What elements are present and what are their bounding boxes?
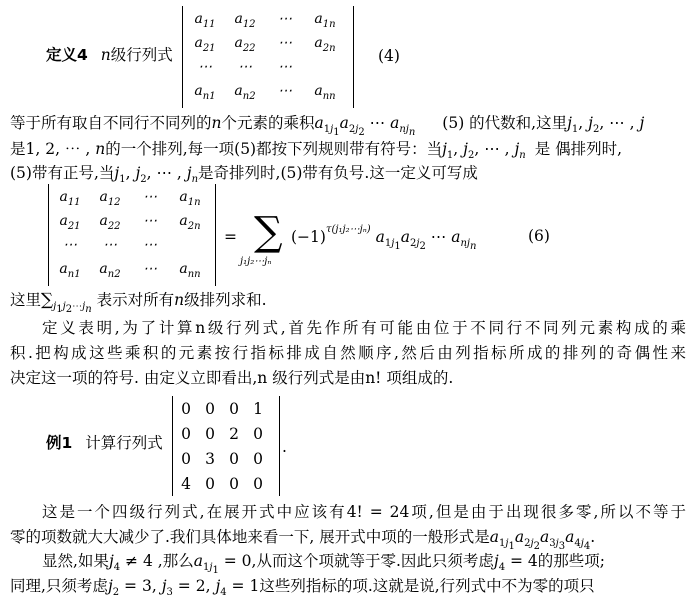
matrix-cell: ⋯ — [103, 237, 117, 253]
matrix-cell: 4 — [181, 475, 191, 493]
matrix-cell: ⋯ — [278, 35, 292, 51]
def4-eqno: (4) — [378, 47, 400, 65]
matrix-cell: 0 — [181, 425, 191, 443]
eq6-equals: = — [224, 228, 237, 246]
matrix-cell: 1 — [253, 400, 263, 418]
matrix-cell: $a_{n1}$ — [59, 261, 81, 280]
matrix-cell: $a_{21}$ — [194, 35, 216, 54]
eq6-eqno: (6) — [528, 227, 550, 245]
para3-line1: 这是一个四级行列式,在展开式中应该有4! = 24项,但是由于出现很多零,所以不等于 — [42, 503, 686, 521]
matrix-cell: 0 — [205, 425, 215, 443]
def4-label: 定义4 — [46, 46, 88, 64]
matrix-cell: $a_{12}$ — [99, 189, 121, 208]
matrix-cell: 2 — [229, 425, 239, 443]
matrix-cell: 0 — [253, 475, 263, 493]
example1-period: . — [282, 438, 287, 456]
matrix-cell: $a_{2n}$ — [179, 213, 201, 232]
matrix-cell: $a_{n2}$ — [99, 261, 121, 280]
matrix-cell: $a_{n1}$ — [194, 83, 216, 102]
eq6-sum-sign: ∑ — [254, 209, 283, 255]
matrix-cell: $a_{22}$ — [99, 213, 121, 232]
matrix-cell: $a_{22}$ — [234, 35, 256, 54]
matrix-cell: 3 — [205, 450, 215, 468]
matrix-cell: 0 — [253, 425, 263, 443]
para2-line1: 定义表明,为了计算n级行列式,首先作所有可能由位于不同行不同列元素构成的乘 — [42, 319, 686, 337]
matrix-cell: $a_{nn}$ — [179, 261, 201, 280]
matrix-cell: ⋯ — [143, 237, 157, 253]
para1-line2: 是1, 2, ⋯ , n的一个排列,每一项(5)都按下列规则带有符号：当$j_1$, $j_2$, ⋯ , $j_n$ 是 偶排列时, — [10, 140, 623, 162]
matrix-cell: ⋯ — [278, 59, 292, 75]
matrix-cell: ⋯ — [143, 261, 157, 277]
matrix-cell: ⋯ — [143, 213, 157, 229]
matrix-cell: ⋯ — [198, 59, 212, 75]
def4-heading: 定义4 n级行列式 — [46, 46, 173, 64]
note-line: 这里$\sum_{j_1j_2\cdots j_n}$ 表示对所有n级排列求和. — [10, 290, 267, 316]
matrix-cell: 0 — [181, 450, 191, 468]
matrix-cell: 0 — [205, 400, 215, 418]
para3-line3: 显然,如果$j_4 \ne 4$ ,那么$a_{1j_1} = 0$,从而这个项就等于零.因此只须考虑$j_4 = 4$的那些项; — [42, 552, 606, 577]
matrix-cell: ⋯ — [63, 237, 77, 253]
matrix-cell: ⋯ — [238, 59, 252, 75]
matrix-cell: $a_{11}$ — [194, 11, 216, 30]
para2-line2: 积.把构成这些乘积的元素按行指标排成自然顺序,然后由列指标所成的排列的奇偶性来 — [10, 344, 686, 362]
matrix-cell: $a_{21}$ — [59, 213, 81, 232]
example1-text: 计算行列式 — [85, 434, 163, 452]
eq6-sum-sub: j₁j₂⋯jₙ — [240, 256, 272, 267]
matrix-cell: 0 — [229, 450, 239, 468]
matrix-cell: $a_{1n}$ — [314, 11, 336, 30]
matrix-cell: 0 — [253, 450, 263, 468]
matrix-cell: 0 — [205, 475, 215, 493]
example1-label: 例1 — [46, 434, 73, 452]
para1-line3: (5)带有正号,当$j_1$, $j_2$, ⋯ , $j_n$是奇排列时,(5)带有负号.这一定义可写成 — [10, 164, 478, 186]
matrix-cell: $a_{2n}$ — [314, 35, 336, 54]
def4-lead-text: 级行列式 — [110, 46, 173, 64]
matrix-cell: ⋯ — [278, 83, 292, 99]
example1-heading — [46, 433, 163, 453]
para2-line3: 决定这一项的符号. 由定义立即看出,n 级行列式是由n! 项组成的. — [10, 369, 454, 387]
para1-line1: 等于所有取自不同行不同列的n个元素的乘积$a_{1j_1}a_{2j_2}$ ⋯ $a_{nj_n}$ (5) 的代数和,这里$j_1$, $j_2$, ⋯ , j — [10, 114, 645, 139]
matrix-cell: $a_{11}$ — [59, 189, 81, 208]
matrix-cell: 0 — [181, 400, 191, 418]
matrix-cell: $a_{nn}$ — [314, 83, 336, 102]
matrix-cell: 0 — [229, 400, 239, 418]
para3-line2: 零的项数就大大减少了.我们具体地来看一下, 展开式中项的一般形式是$a_{1j_1}a_{2j_2}a_{3j_3}a_{4j_4}$. — [10, 528, 596, 553]
eq6-sign: $(-1)^{\tau(j_1j_2\cdots j_n)}$ $a_{1j_1}a_{2j_2}$ ⋯ $a_{nj_n}$ — [291, 223, 477, 253]
matrix-cell: ⋯ — [143, 189, 157, 205]
matrix-cell: $a_{n2}$ — [234, 83, 256, 102]
matrix-cell: $a_{12}$ — [234, 11, 256, 30]
matrix-cell: $a_{1n}$ — [179, 189, 201, 208]
para3-line4: 同理,只须考虑$j_2 = 3$, $j_3 = 2$, $j_4 = 1$这些列指标的项.这就是说,行列式中不为零的项只 — [10, 577, 595, 599]
matrix-cell: 0 — [229, 475, 239, 493]
matrix-cell: ⋯ — [278, 11, 292, 27]
